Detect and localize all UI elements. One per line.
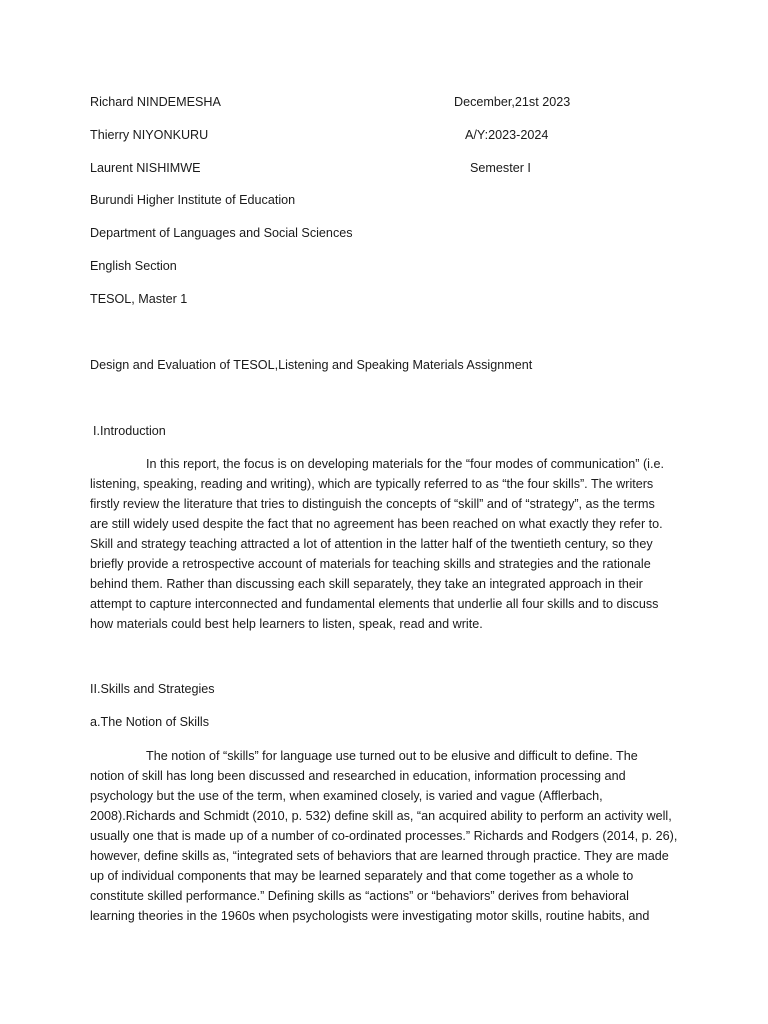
document-title: Design and Evaluation of TESOL,Listening and Speaking Materials Assignment: [90, 358, 533, 372]
intro-line: are still widely used despite the fact that no agreement has been reached on what exactly they refer to.: [90, 517, 663, 531]
intro-heading: I.Introduction: [93, 424, 166, 438]
intro-line: Skill and strategy teaching attracted a lot of attention in the latter half of the twentieth century, so they: [90, 537, 653, 551]
intro-line: In this report, the focus is on developing materials for the “four modes of communication” (i.e.: [146, 457, 664, 471]
intro-line: attempt to capture interconnected and fundamental elements that underlie all four skills and to discuss: [90, 597, 659, 611]
notion-line: learning theories in the 1960s when psychologists were investigating motor skills, routine habits, and: [90, 909, 650, 923]
notion-line: however, define skills as, “integrated sets of behaviors that are learned through practice. They are made: [90, 849, 669, 863]
notion-line: usually one that is made up of a number of co-ordinated processes.” Richards and Rodgers (2014, p. 26),: [90, 829, 678, 843]
program-name: TESOL, Master 1: [90, 292, 188, 306]
intro-line: listening, speaking, reading and writing), which are typically referred to as “the four skills”. The writers: [90, 477, 654, 491]
intro-line: briefly provide a retrospective account of materials for teaching skills and strategies and the rationale: [90, 557, 651, 571]
notion-line: constitute skilled performance.” Defining skills as “actions” or “behaviors” derives from behavioral: [90, 889, 629, 903]
notion-heading: a.The Notion of Skills: [90, 715, 209, 729]
notion-line: up of individual components that may be learned separately and that come together as a whole to: [90, 869, 634, 883]
notion-paragraph: [90, 746, 678, 926]
author-name-3: Laurent NISHIMWE: [90, 161, 201, 175]
skills-heading: II.Skills and Strategies: [90, 682, 215, 696]
intro-line: behind them. Rather than discussing each skill separately, they take an integrated approach in their: [90, 577, 643, 591]
section-name: English Section: [90, 259, 177, 273]
author-name-1: Richard NINDEMESHA: [90, 95, 221, 109]
intro-line: firstly review the literature that tries to distinguish the concepts of “skill” and of “strategy”, as the terms: [90, 497, 655, 511]
notion-line: The notion of “skills” for language use turned out to be elusive and difficult to define. The: [146, 749, 638, 763]
notion-line: psychology but the use of the term, when examined closely, is varied and vague (Afflerbach,: [90, 789, 603, 803]
notion-line: notion of skill has long been discussed and researched in education, information processing and: [90, 769, 626, 783]
academic-year: A/Y:2023-2024: [465, 128, 549, 142]
intro-line: how materials could best help learners to listen, speak, read and write.: [90, 617, 483, 631]
intro-paragraph: [90, 454, 678, 634]
notion-line: 2008).Richards and Schmidt (2010, p. 532) define skill as, “an acquired ability to perform an activity well,: [90, 809, 672, 823]
author-name-2: Thierry NIYONKURU: [90, 128, 209, 142]
department-name: Department of Languages and Social Sciences: [90, 226, 353, 240]
institution-name: Burundi Higher Institute of Education: [90, 193, 296, 207]
document-date: December,21st 2023: [454, 95, 571, 109]
semester-label: Semester I: [470, 161, 531, 175]
